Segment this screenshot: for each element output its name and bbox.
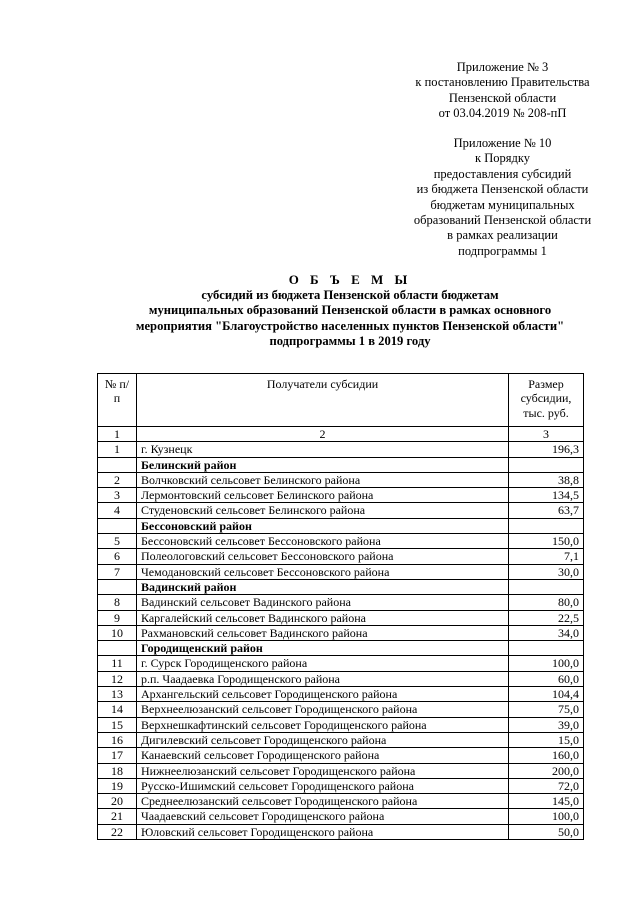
appendix-line: к Порядку [475, 151, 530, 166]
row-number: 14 [98, 702, 137, 717]
table-row [98, 656, 584, 671]
district-row [98, 579, 584, 594]
subsidy-amount: 34,0 [509, 625, 584, 640]
table-header-row [98, 374, 584, 427]
row-number: 10 [98, 625, 137, 640]
table-row [98, 824, 584, 839]
district-num-cell [98, 641, 137, 656]
subsidy-amount: 150,0 [509, 534, 584, 549]
district-amount-cell [509, 641, 584, 656]
document-title: О Б Ъ Е М Ы [288, 272, 412, 287]
subsidy-amount: 7,1 [509, 549, 584, 564]
recipient-name: г. Сурск Городищенского района [137, 656, 509, 671]
recipient-name: Чемодановский сельсовет Бессоновского района [137, 564, 509, 579]
subsidy-amount: 196,3 [509, 442, 584, 457]
subsidy-amount: 200,0 [509, 763, 584, 778]
header-recipient: Получатели субсидии [137, 374, 509, 427]
district-name: Городищенский район [137, 641, 509, 656]
table-row [98, 748, 584, 763]
heading-line: мероприятия "Благоустройство населенных пунктов Пензенской области" [135, 318, 565, 333]
recipient-name: Студеновский сельсовет Белинского района [137, 503, 509, 518]
row-number: 17 [98, 748, 137, 763]
subsidy-table [97, 373, 584, 840]
table-row [98, 442, 584, 457]
table-row [98, 625, 584, 640]
recipient-name: Волчковский сельсовет Белинского района [137, 472, 509, 487]
district-num-cell [98, 579, 137, 594]
row-number: 5 [98, 534, 137, 549]
subsidy-amount: 15,0 [509, 732, 584, 747]
column-number-row [98, 427, 584, 442]
appendix-line: образований Пензенской области [413, 213, 592, 228]
recipient-name: Рахмановский сельсовет Вадинского района [137, 625, 509, 640]
district-row [98, 457, 584, 472]
subsidy-amount: 160,0 [509, 748, 584, 763]
table-row [98, 778, 584, 793]
appendix-line: к постановлению Правительства [415, 75, 590, 90]
table-row [98, 564, 584, 579]
appendix-3-block [390, 60, 615, 122]
appendix-line: в рамках реализации [447, 228, 558, 243]
column-number: 1 [98, 427, 137, 442]
recipient-name: Вадинский сельсовет Вадинского района [137, 595, 509, 610]
district-num-cell [98, 457, 137, 472]
table-row [98, 610, 584, 625]
recipient-name: Полеологовский сельсовет Бессоновского района [137, 549, 509, 564]
table-row [98, 595, 584, 610]
row-number: 4 [98, 503, 137, 518]
subsidy-amount: 145,0 [509, 794, 584, 809]
row-number: 6 [98, 549, 137, 564]
row-number: 12 [98, 671, 137, 686]
document-heading [100, 272, 600, 350]
district-name: Белинский район [137, 457, 509, 472]
recipient-name: г. Кузнецк [137, 442, 509, 457]
table-row [98, 687, 584, 702]
row-number: 21 [98, 809, 137, 824]
district-amount-cell [509, 518, 584, 533]
row-number: 1 [98, 442, 137, 457]
appendix-line: бюджетам муниципальных [430, 197, 575, 212]
row-number: 20 [98, 794, 137, 809]
recipient-name: р.п. Чаадаевка Городищенского района [137, 671, 509, 686]
subsidy-amount: 60,0 [509, 671, 584, 686]
table-row [98, 809, 584, 824]
recipient-name: Каргалейский сельсовет Вадинского района [137, 610, 509, 625]
subsidy-amount: 75,0 [509, 702, 584, 717]
row-number: 9 [98, 610, 137, 625]
appendix-line: Приложение № 10 [453, 136, 552, 150]
recipient-name: Юловский сельсовет Городищенского района [137, 824, 509, 839]
subsidy-amount: 80,0 [509, 595, 584, 610]
row-number: 2 [98, 472, 137, 487]
table-row [98, 717, 584, 732]
subsidy-amount: 50,0 [509, 824, 584, 839]
table-row [98, 671, 584, 686]
district-amount-cell [509, 579, 584, 594]
row-number: 15 [98, 717, 137, 732]
table-row [98, 549, 584, 564]
appendix-line: предоставления субсидий [433, 166, 572, 181]
table-row [98, 732, 584, 747]
subsidy-amount: 100,0 [509, 809, 584, 824]
appendix-line: подпрограммы 1 [458, 243, 547, 258]
appendix-10-block [390, 136, 615, 259]
subsidy-amount: 39,0 [509, 717, 584, 732]
appendix-line: Пензенской области [448, 90, 557, 105]
recipient-name: Нижнеелюзанский сельсовет Городищенского района [137, 763, 509, 778]
table-row [98, 488, 584, 503]
recipient-name: Дигилевский сельсовет Городищенского района [137, 732, 509, 747]
recipient-name: Чаадаевский сельсовет Городищенского района [137, 809, 509, 824]
appendix-line: от 03.04.2019 № 208-пП [438, 106, 567, 121]
row-number: 8 [98, 595, 137, 610]
column-number: 2 [137, 427, 509, 442]
subsidy-amount: 22,5 [509, 610, 584, 625]
subsidy-amount: 100,0 [509, 656, 584, 671]
header-amount: Размер субсидии, тыс. руб. [509, 374, 584, 427]
table-row [98, 534, 584, 549]
district-row [98, 641, 584, 656]
appendix-line: Приложение № 3 [456, 60, 549, 74]
recipient-name: Канаевский сельсовет Городищенского района [137, 748, 509, 763]
heading-line: подпрограммы 1 в 2019 году [269, 334, 431, 349]
subsidy-amount: 134,5 [509, 488, 584, 503]
recipient-name: Верхнешкафтинский сельсовет Городищенского района [137, 717, 509, 732]
column-number: 3 [509, 427, 584, 442]
header-num: № п/п [98, 374, 137, 427]
row-number: 13 [98, 687, 137, 702]
subsidy-amount: 30,0 [509, 564, 584, 579]
recipient-name: Лермонтовский сельсовет Белинского района [137, 488, 509, 503]
row-number: 22 [98, 824, 137, 839]
recipient-name: Русско-Ишимский сельсовет Городищенского района [137, 778, 509, 793]
table-row [98, 794, 584, 809]
row-number: 16 [98, 732, 137, 747]
district-amount-cell [509, 457, 584, 472]
row-number: 3 [98, 488, 137, 503]
district-row [98, 518, 584, 533]
table-row [98, 763, 584, 778]
table-row [98, 702, 584, 717]
recipient-name: Бессоновский сельсовет Бессоновского района [137, 534, 509, 549]
row-number: 19 [98, 778, 137, 793]
subsidy-amount: 104,4 [509, 687, 584, 702]
subsidy-amount: 63,7 [509, 503, 584, 518]
district-name: Бессоновский район [137, 518, 509, 533]
table-row [98, 503, 584, 518]
subsidy-amount: 38,8 [509, 472, 584, 487]
recipient-name: Архангельский сельсовет Городищенского района [137, 687, 509, 702]
row-number: 11 [98, 656, 137, 671]
appendix-line: из бюджета Пензенской области [416, 182, 589, 197]
district-name: Вадинский район [137, 579, 509, 594]
heading-line: субсидий из бюджета Пензенской области бюджетам [201, 287, 499, 302]
recipient-name: Верхнеелюзанский сельсовет Городищенского района [137, 702, 509, 717]
recipient-name: Среднеелюзанский сельсовет Городищенского района [137, 794, 509, 809]
table-row [98, 472, 584, 487]
row-number: 7 [98, 564, 137, 579]
district-num-cell [98, 518, 137, 533]
subsidy-amount: 72,0 [509, 778, 584, 793]
heading-line: муниципальных образований Пензенской области в рамках основного [148, 303, 552, 318]
row-number: 18 [98, 763, 137, 778]
